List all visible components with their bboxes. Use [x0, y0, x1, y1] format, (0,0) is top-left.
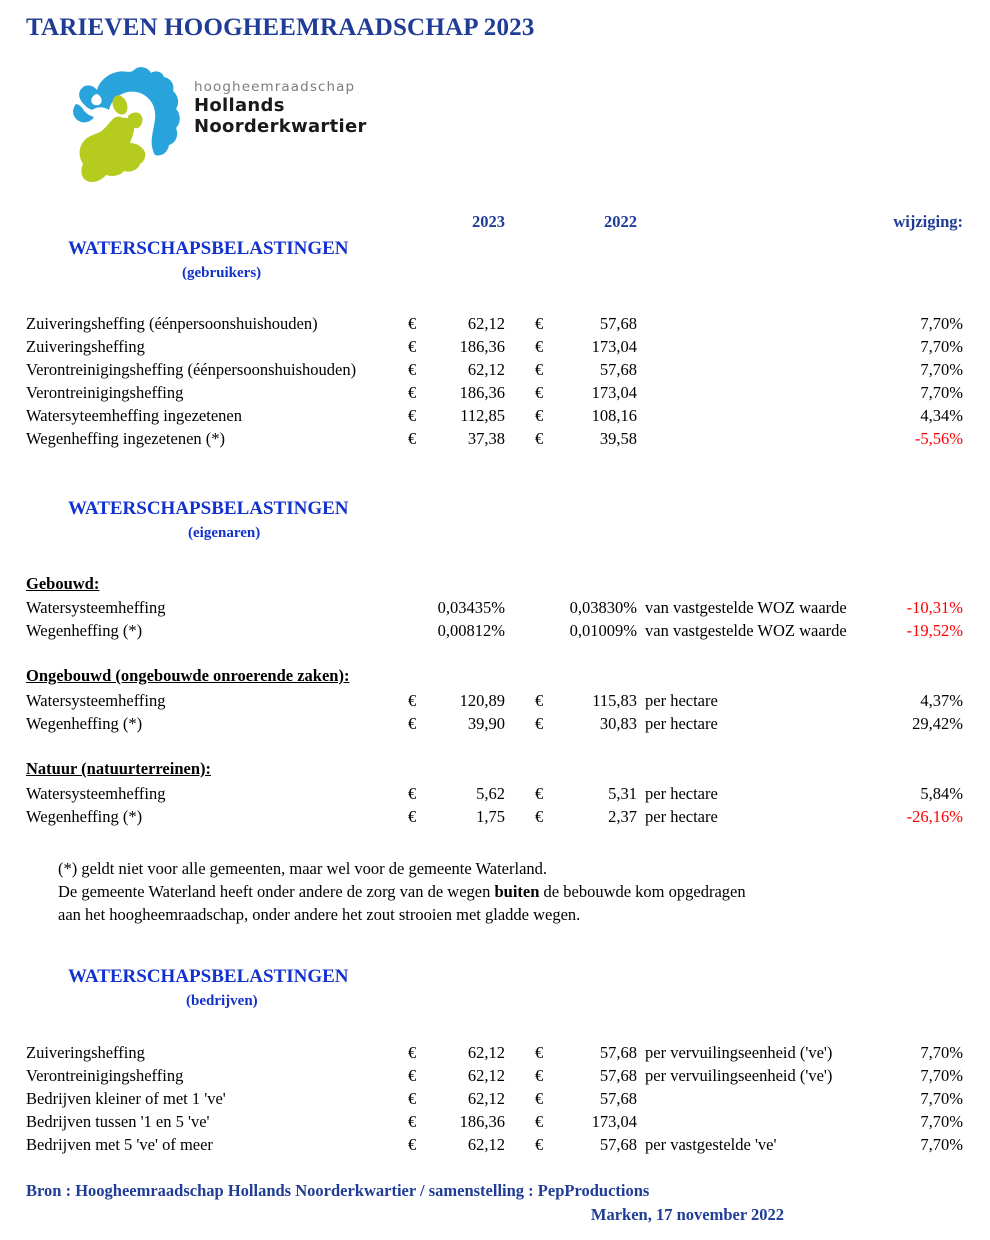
row-label: Watersysteemheffing	[26, 784, 166, 803]
section-heading-gebruikers	[68, 238, 349, 282]
column-header-year-current: 2023	[472, 212, 505, 231]
row-value-current: 62,12	[467, 1066, 505, 1085]
row-change: 7,70%	[920, 1112, 963, 1131]
row-currency-previous: €	[535, 807, 544, 826]
row-change: 7,70%	[920, 314, 963, 333]
table-row	[0, 1064, 990, 1087]
row-currency-previous: €	[535, 784, 544, 803]
logo-text-line-3: Noorderkwartier	[194, 115, 367, 137]
row-currency-previous: €	[535, 429, 544, 448]
row-value-previous: 57,68	[599, 1066, 637, 1085]
row-currency-current: €	[408, 714, 417, 733]
table-row	[0, 1110, 990, 1133]
row-value-current: 62,12	[467, 1043, 505, 1062]
row-label: Wegenheffing (*)	[26, 714, 143, 733]
row-value-current: 62,12	[467, 1089, 505, 1108]
footnote-line-2	[58, 880, 746, 904]
table-row	[0, 381, 990, 404]
row-currency-current: €	[408, 429, 417, 448]
row-value-previous: 2,37	[608, 807, 637, 826]
row-currency-current: €	[408, 807, 417, 826]
row-currency-current: €	[408, 1066, 417, 1085]
row-value-previous: 173,04	[591, 1112, 637, 1131]
row-change: -26,16%	[906, 807, 963, 826]
row-currency-previous: €	[535, 383, 544, 402]
row-currency-previous: €	[535, 1043, 544, 1062]
row-value-current: 62,12	[467, 360, 505, 379]
footnote-line-3: aan het hoogheemraadschap, onder andere het zout strooien met gladde wegen.	[58, 905, 581, 924]
row-value-current: 0,00812%	[437, 621, 505, 640]
row-value-previous: 39,58	[599, 429, 637, 448]
row-value-current: 186,36	[459, 337, 505, 356]
row-label: Bedrijven tussen '1 en 5 've'	[26, 1112, 210, 1131]
row-currency-current: €	[408, 691, 417, 710]
row-value-previous: 57,68	[599, 1135, 637, 1154]
lion-head-logo-icon	[52, 58, 192, 186]
footnote-line-2-part-c: de bebouwde kom opgedragen	[539, 882, 746, 901]
row-change: 7,70%	[920, 1043, 963, 1062]
section-heading-gebruikers-main: WATERSCHAPSBELASTINGEN	[68, 238, 349, 259]
group-heading-natuur: Natuur (natuurterreinen):	[26, 759, 211, 778]
row-value-current: 39,90	[467, 714, 505, 733]
table-row	[0, 689, 990, 712]
row-unit: per vervuilingseenheid ('ve')	[645, 1043, 833, 1062]
section-heading-bedrijven	[68, 966, 349, 1010]
row-label: Watersysteemheffing	[26, 598, 166, 617]
row-label: Verontreinigingsheffing (éénpersoonshuishouden)	[26, 360, 357, 379]
row-value-current: 112,85	[460, 406, 505, 425]
row-unit: per vervuilingseenheid ('ve')	[645, 1066, 833, 1085]
row-value-previous: 0,03830%	[569, 598, 637, 617]
row-value-previous: 5,31	[608, 784, 637, 803]
row-value-previous: 57,68	[599, 1043, 637, 1062]
group-heading-gebouwd: Gebouwd:	[26, 574, 100, 593]
row-label: Zuiveringsheffing (éénpersoonshuishouden)	[26, 314, 318, 333]
row-change: 7,70%	[920, 1135, 963, 1154]
row-value-previous: 173,04	[591, 383, 637, 402]
page-title: TARIEVEN HOOGHEEMRAADSCHAP 2023	[26, 14, 535, 41]
row-value-current: 186,36	[459, 383, 505, 402]
table-row	[0, 1041, 990, 1064]
row-value-previous: 57,68	[599, 360, 637, 379]
row-value-previous: 115,83	[592, 691, 637, 710]
row-currency-current: €	[408, 337, 417, 356]
row-currency-previous: €	[535, 1066, 544, 1085]
row-label: Wegenheffing (*)	[26, 807, 143, 826]
footnote-line-1: (*) geldt niet voor alle gemeenten, maar wel voor de gemeente Waterland.	[58, 859, 548, 878]
footer-place-date: Marken, 17 november 2022	[590, 1205, 784, 1224]
row-currency-current: €	[408, 383, 417, 402]
row-currency-previous: €	[535, 714, 544, 733]
row-change: 7,70%	[920, 1066, 963, 1085]
row-currency-previous: €	[535, 360, 544, 379]
row-value-current: 0,03435%	[437, 598, 505, 617]
table-row	[0, 782, 990, 805]
row-currency-previous: €	[535, 691, 544, 710]
row-change: -19,52%	[906, 621, 963, 640]
section-heading-bedrijven-main: WATERSCHAPSBELASTINGEN	[68, 966, 349, 987]
table-row	[0, 312, 990, 335]
organisation-logo	[52, 58, 402, 188]
row-change: 7,70%	[920, 1089, 963, 1108]
row-value-current: 37,38	[467, 429, 505, 448]
row-currency-current: €	[408, 784, 417, 803]
row-value-current: 186,36	[459, 1112, 505, 1131]
row-currency-current: €	[408, 406, 417, 425]
section-heading-eigenaren	[68, 498, 349, 542]
table-row	[0, 596, 990, 619]
table-row	[0, 805, 990, 828]
row-currency-previous: €	[535, 1089, 544, 1108]
row-value-previous: 173,04	[591, 337, 637, 356]
row-unit: per hectare	[645, 691, 718, 710]
row-change: 5,84%	[920, 784, 963, 803]
row-change: 7,70%	[920, 383, 963, 402]
logo-wordmark	[194, 80, 367, 137]
table-row	[0, 427, 990, 450]
row-label: Zuiveringsheffing	[26, 337, 145, 356]
row-unit: per hectare	[645, 714, 718, 733]
footer-source: Bron : Hoogheemraadschap Hollands Noorderkwartier / samenstelling : PepProductions	[26, 1181, 650, 1200]
logo-text-line-2: Hollands	[194, 94, 285, 116]
row-label: Bedrijven kleiner of met 1 've'	[26, 1089, 226, 1108]
row-currency-previous: €	[535, 1135, 544, 1154]
row-value-previous: 0,01009%	[569, 621, 637, 640]
row-label: Bedrijven met 5 've' of meer	[26, 1135, 213, 1154]
row-label: Wegenheffing (*)	[26, 621, 143, 640]
row-change: -10,31%	[906, 598, 963, 617]
group-heading-ongebouwd: Ongebouwd (ongebouwde onroerende zaken):	[26, 666, 350, 685]
row-currency-current: €	[408, 1135, 417, 1154]
footnote-emphasis-buiten: buiten	[494, 882, 540, 901]
row-currency-current: €	[408, 360, 417, 379]
row-value-previous: 57,68	[599, 1089, 637, 1108]
row-change: 4,37%	[920, 691, 963, 710]
row-change: -5,56%	[914, 429, 963, 448]
row-label: Verontreinigingsheffing	[26, 383, 184, 402]
row-currency-current: €	[408, 1089, 417, 1108]
row-value-current: 1,75	[476, 807, 505, 826]
row-value-current: 62,12	[467, 314, 505, 333]
row-currency-previous: €	[535, 337, 544, 356]
table-row	[0, 712, 990, 735]
row-label: Verontreinigingsheffing	[26, 1066, 184, 1085]
table-row	[0, 404, 990, 427]
row-value-previous: 108,16	[591, 406, 637, 425]
section-heading-gebruikers-sub: (gebruikers)	[182, 265, 262, 281]
row-change: 4,34%	[920, 406, 963, 425]
row-label: Watersyteemheffing ingezetenen	[26, 406, 242, 425]
section-heading-eigenaren-sub: (eigenaren)	[188, 525, 261, 541]
row-value-previous: 30,83	[599, 714, 637, 733]
row-change: 29,42%	[912, 714, 963, 733]
table-row	[0, 358, 990, 381]
row-value-current: 120,89	[459, 691, 505, 710]
row-value-current: 5,62	[476, 784, 505, 803]
row-unit: per hectare	[645, 784, 718, 803]
row-currency-previous: €	[535, 406, 544, 425]
row-unit: van vastgestelde WOZ waarde	[645, 621, 847, 640]
logo-text-line-1: hoogheemraadschap	[194, 79, 356, 95]
row-currency-previous: €	[535, 1112, 544, 1131]
table-row	[0, 1133, 990, 1156]
row-label: Zuiveringsheffing	[26, 1043, 145, 1062]
row-unit: van vastgestelde WOZ waarde	[645, 598, 847, 617]
table-row	[0, 619, 990, 642]
table-row	[0, 335, 990, 358]
row-unit: per vastgestelde 've'	[645, 1135, 777, 1154]
row-label: Wegenheffing ingezetenen (*)	[26, 429, 226, 448]
section-heading-eigenaren-main: WATERSCHAPSBELASTINGEN	[68, 498, 349, 519]
footnote-line-2-part-a: De gemeente Waterland heeft onder andere de zorg van de wegen	[58, 882, 495, 901]
row-label: Watersysteemheffing	[26, 691, 166, 710]
column-header-change: wijziging:	[893, 212, 963, 231]
section-heading-bedrijven-sub: (bedrijven)	[186, 993, 258, 1009]
row-unit: per hectare	[645, 807, 718, 826]
column-header-year-previous: 2022	[604, 212, 637, 231]
row-value-current: 62,12	[467, 1135, 505, 1154]
row-change: 7,70%	[920, 337, 963, 356]
row-currency-previous: €	[535, 314, 544, 333]
row-currency-current: €	[408, 1112, 417, 1131]
row-currency-current: €	[408, 314, 417, 333]
row-currency-current: €	[408, 1043, 417, 1062]
table-row	[0, 1087, 990, 1110]
row-change: 7,70%	[920, 360, 963, 379]
row-value-previous: 57,68	[599, 314, 637, 333]
